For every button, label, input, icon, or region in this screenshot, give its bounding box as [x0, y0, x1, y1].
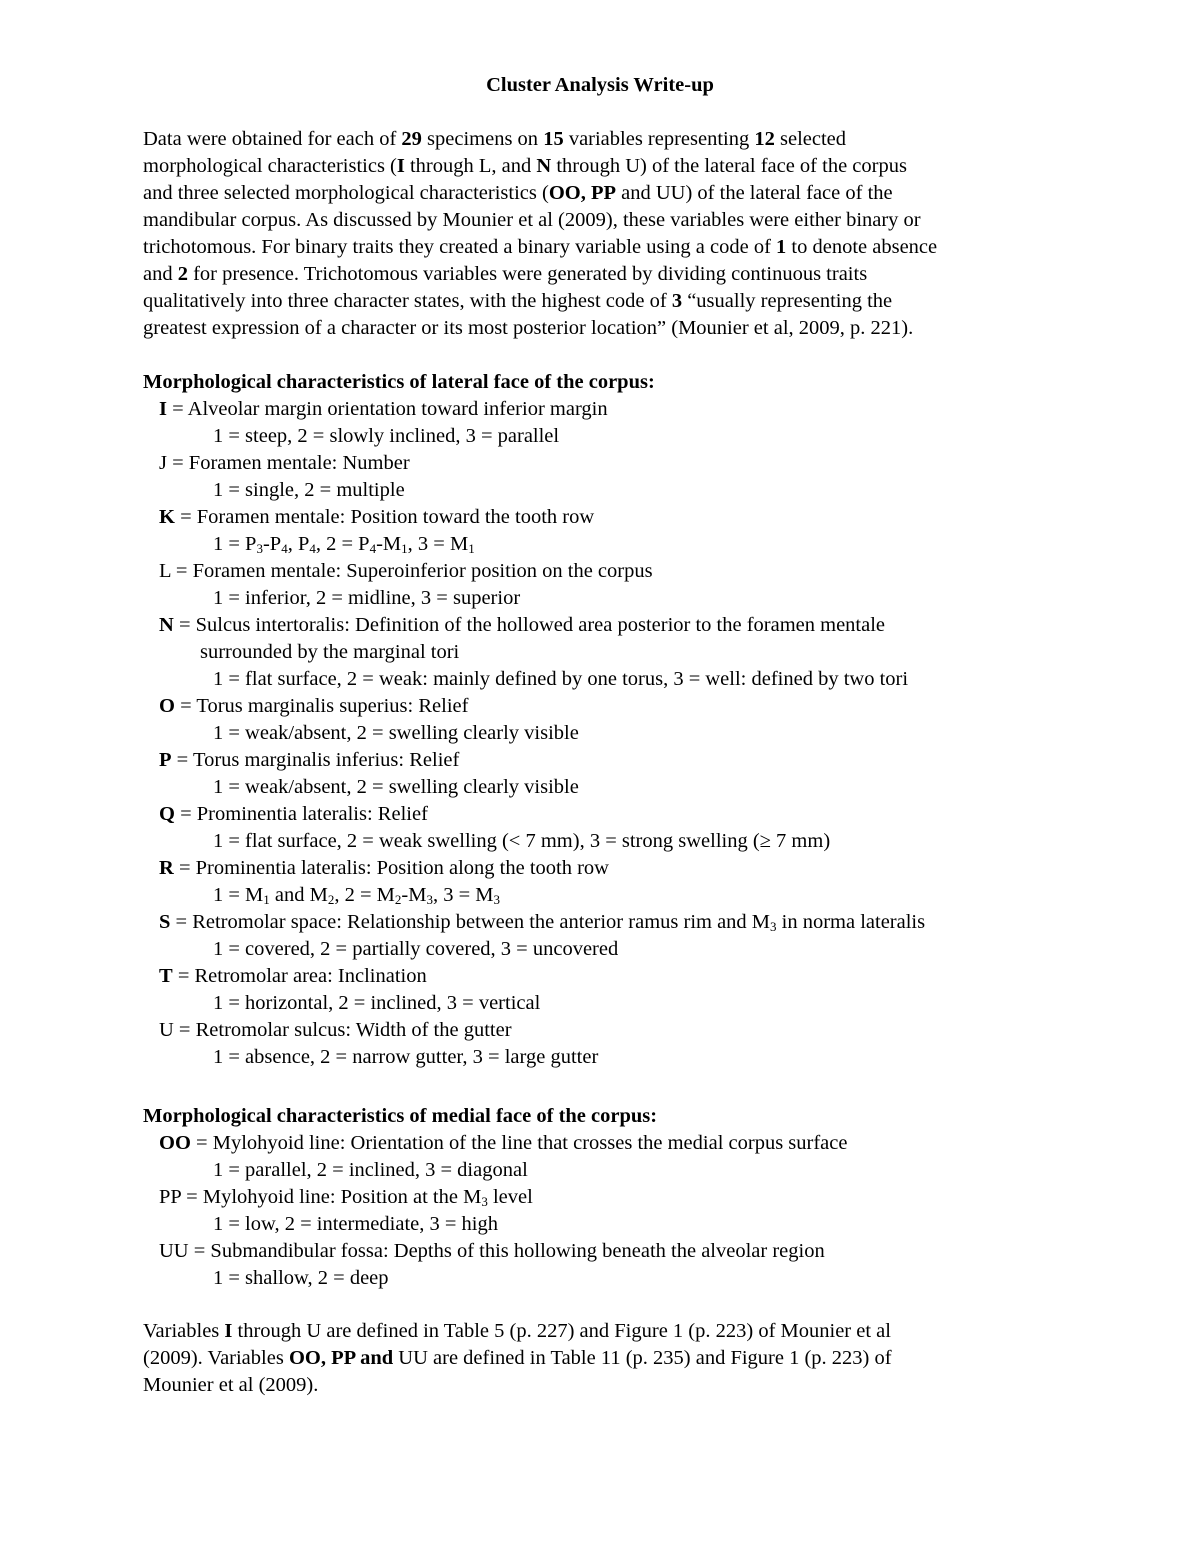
variable-Q-options: 1 = flat surface, 2 = weak swelling (< 7 mm), 3 = strong swelling (≥ 7 mm) [213, 830, 831, 852]
variable-L-options: 1 = inferior, 2 = midline, 3 = superior [213, 587, 521, 609]
variable-S-options: 1 = covered, 2 = partially covered, 3 = uncovered [213, 938, 619, 960]
intro-line: Data were obtained for each of 29 specimens on 15 variables representing 12 selected [143, 128, 847, 150]
variable-O: O = Torus marginalis superius: Relief [159, 695, 469, 717]
intro-line: morphological characteristics (I through L, and N through U) of the lateral face of the corpus [143, 155, 907, 177]
intro-line: greatest expression of a character or its most posterior location” (Mounier et al, 2009, p. 221). [143, 317, 914, 339]
variable-UU-options: 1 = shallow, 2 = deep [213, 1267, 389, 1289]
medial-section [143, 1103, 1083, 1292]
variable-PP: PP = Mylohyoid line: Position at the $M_3$ level [159, 1186, 533, 1209]
specimen-count: 29 [401, 128, 422, 150]
closing-paragraph [143, 1318, 1083, 1399]
intro-line: qualitatively into three character states, with the highest code of 3 “usually representing the [143, 290, 893, 312]
variable-R-options: $1 = M_1$ and $M_2$, $2 = M_2-M_3$, $3 = M_3$ [213, 884, 501, 907]
intro-line: and 2 for presence. Trichotomous variables were generated by dividing continuous traits [143, 263, 868, 285]
variable-J: J = Foramen mentale: Number [159, 452, 410, 474]
variable-O-options: 1 = weak/absent, 2 = swelling clearly visible [213, 722, 579, 744]
variable-I: I = Alveolar margin orientation toward inferior margin [159, 398, 608, 420]
variable-P: P = Torus marginalis inferius: Relief [159, 749, 460, 771]
variable-T-options: 1 = horizontal, 2 = inclined, 3 = vertical [213, 992, 541, 1014]
intro-line: mandibular corpus. As discussed by Mounier et al (2009), these variables were either binary or [143, 209, 921, 231]
closing-line: Variables I through U are defined in Table 5 (p. 227) and Figure 1 (p. 223) of Mounier et al [143, 1320, 891, 1342]
variable-I-options: 1 = steep, 2 = slowly inclined, 3 = parallel [213, 425, 560, 447]
page-title: Cluster Analysis Write-up [486, 74, 714, 96]
selected-count: 12 [754, 128, 775, 150]
section-heading-medial: Morphological characteristics of medial face of the corpus: [143, 1105, 658, 1127]
closing-line: Mounier et al (2009). [143, 1374, 319, 1396]
variable-count: 15 [543, 128, 564, 150]
intro-line: trichotomous. For binary traits they created a binary variable using a code of 1 to denote absence [143, 236, 938, 258]
variable-L: L = Foramen mentale: Superoinferior position on the corpus [159, 560, 653, 582]
intro-line: and three selected morphological characteristics (OO, PP and UU) of the lateral face of the [143, 182, 893, 204]
variable-N-continued: surrounded by the marginal tori [200, 641, 460, 663]
variable-Q: Q = Prominentia lateralis: Relief [159, 803, 428, 825]
variable-J-options: 1 = single, 2 = multiple [213, 479, 405, 501]
variable-R: R = Prominentia lateralis: Position along the tooth row [159, 857, 609, 879]
intro-paragraph [143, 126, 1083, 342]
variable-S: S = Retromolar space: Relationship between the anterior ramus rim and $M_3$ in norma lateralis [159, 911, 926, 934]
lateral-section [143, 369, 1083, 1071]
variable-OO-options: 1 = parallel, 2 = inclined, 3 = diagonal [213, 1159, 528, 1181]
variable-K-options: $1 = P_3-P_4$, $P_4$, $2 = P_4-M_1$, $3 = M_1$ [213, 533, 475, 556]
variable-PP-options: 1 = low, 2 = intermediate, 3 = high [213, 1213, 498, 1235]
variable-N: N = Sulcus intertoralis: Definition of the hollowed area posterior to the foramen mentale [159, 614, 886, 636]
variable-T: T = Retromolar area: Inclination [159, 965, 427, 987]
variable-P-options: 1 = weak/absent, 2 = swelling clearly visible [213, 776, 579, 798]
variable-K: K = Foramen mentale: Position toward the tooth row [159, 506, 595, 528]
variable-UU: UU = Submandibular fossa: Depths of this hollowing beneath the alveolar region [159, 1240, 825, 1262]
variable-U-options: 1 = absence, 2 = narrow gutter, 3 = large gutter [213, 1046, 599, 1068]
section-heading-lateral: Morphological characteristics of lateral face of the corpus: [143, 371, 655, 393]
closing-line: (2009). Variables OO, PP and UU are defined in Table 11 (p. 235) and Figure 1 (p. 223) of [143, 1347, 892, 1369]
variable-U: U = Retromolar sulcus: Width of the gutter [159, 1019, 512, 1041]
variable-OO: OO = Mylohyoid line: Orientation of the line that crosses the medial corpus surface [159, 1132, 848, 1154]
variable-N-options: 1 = flat surface, 2 = weak: mainly defined by one torus, 3 = well: defined by two tori [213, 668, 909, 690]
